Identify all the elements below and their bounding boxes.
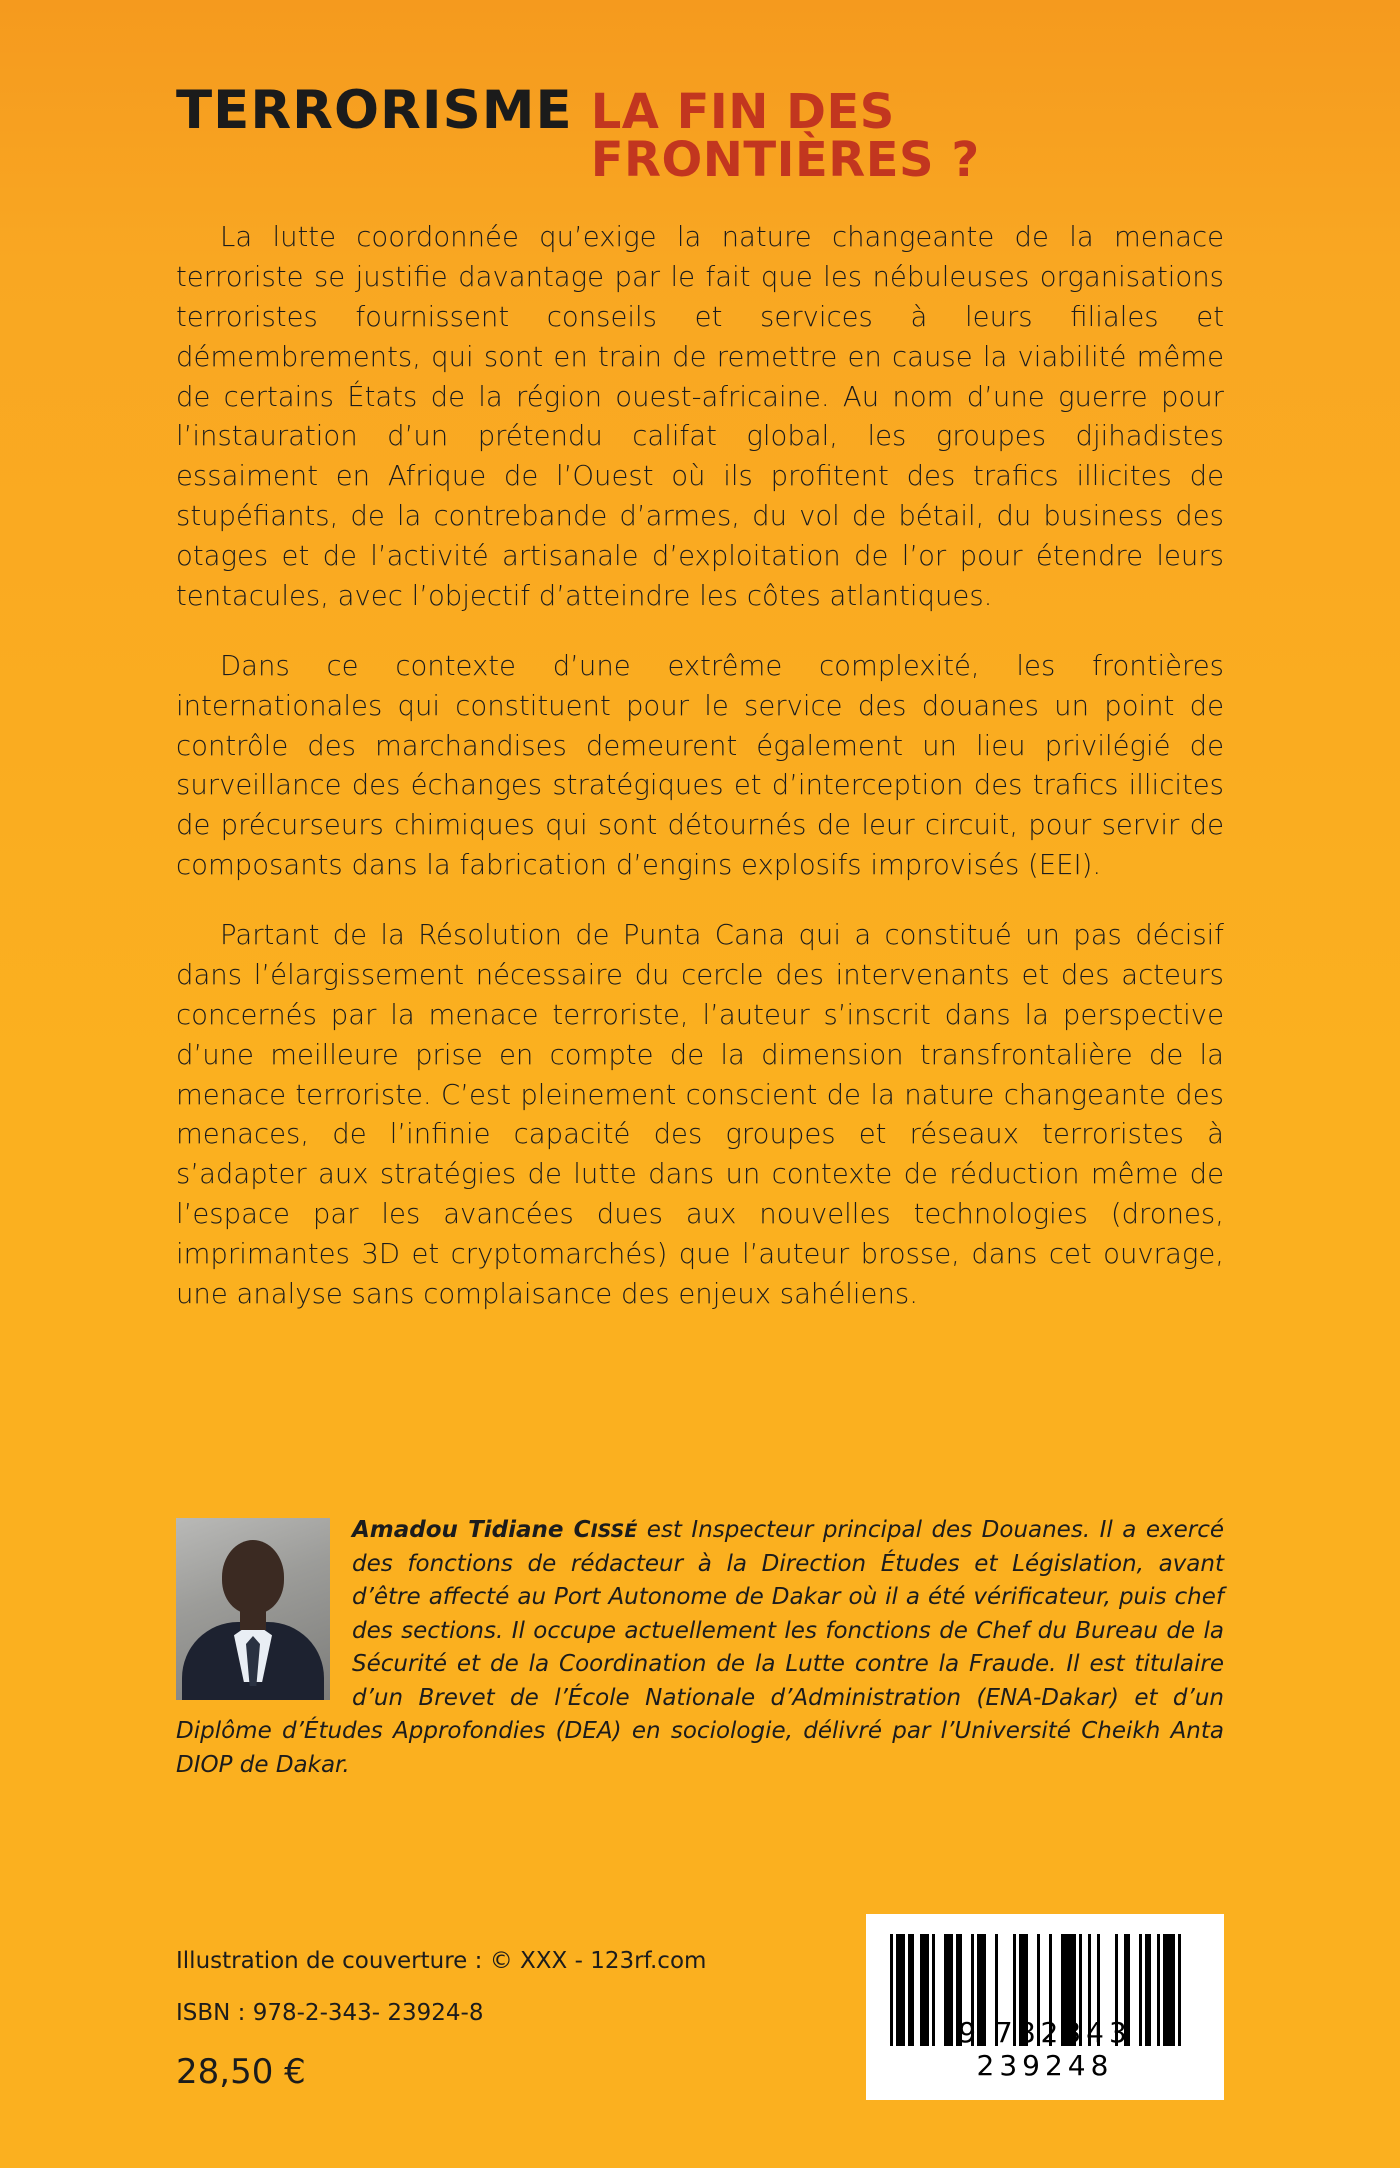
page-title [176, 80, 1224, 188]
barcode [866, 1914, 1224, 2100]
title-subtitle: LA FIN DES FRONTIÈRES ? [590, 84, 980, 188]
author-bio-text [176, 1514, 1224, 1783]
footer-left [176, 1948, 816, 2092]
author-name-smallcaps: ISSÉ [590, 1520, 638, 1542]
isbn-line: ISBN : 978-2-343- 23924-8 [176, 2000, 484, 2026]
author-bio-block [176, 1514, 1224, 1783]
barcode-digits: 9 782343 239248 [958, 2016, 1132, 2082]
body-paragraph-2: Dans ce contexte d’une extrême complexité, les frontières internationales qui constituent pour le service des douanes un point de contrôle des marchandises demeurent également un lieu privilégié de surveillance des échanges stratégiques et d’interception des trafics illicites de précurseurs chimiques qui sont détournés de leur circuit, pour servir de composants dans la fabrication d’engins explosifs improvisés (EEI). [176, 649, 1224, 882]
body-paragraph-1: La lutte coordonnée qu’exige la nature changeante de la menace terroriste se justifie davantage par le fait que les nébuleuses organisations terroristes fournissent conseils et services à leurs filiales et démembrements, qui sont en train de remettre en cause la viabilité même de certains États de la région ouest-africaine. Au nom d’une guerre pour l’instauration d’un prétendu califat global, les groupes djihadistes essaiment en Afrique de l’Ouest où ils profitent des trafics illicites de stupéfiants, de la contrebande d’armes, du vol de bétail, du business des otages et de l’activité artisanale d’exploitation de l’or pour étendre leurs tentacules, avec l’objectif d’atteindre les côtes atlantiques. [176, 221, 1224, 612]
author-name-main: Amadou Tidiane C [352, 1517, 591, 1543]
cover-credit: Illustration de couverture : © XXX - 123rf.com [176, 1948, 707, 1974]
author-photo [176, 1518, 330, 1700]
title-stencil-word: TERRORISME [176, 80, 573, 141]
author-name [352, 1517, 637, 1543]
author-bio-body: est Inspecteur principal des Douanes. Il a exercé des fonctions de rédacteur à la Direction Études et Législation, avant d’être affecté au Port Autonome de Dakar où il a été vérificateur, puis chef des sections. Il occupe actuellement les fonctions de Chef du Bureau de la Sécurité et de la Coordination de la Lutte contre la Fraude. Il est titulaire d’un Brevet de l’École Nationale d’Administration (ENA-Dakar) et d’un Diplôme d’Études Approfondies (DEA) en sociologie, délivré par l’Université Cheikh Anta DIOP de Dakar. [176, 1517, 1224, 1779]
photo-head [222, 1540, 284, 1614]
body-paragraph-3: Partant de la Résolution de Punta Cana qui a constitué un pas décisif dans l’élargissement nécessaire du cercle des intervenants et des acteurs concernés par la menace terroriste, l’auteur s’inscrit dans la perspective d’une meilleure prise en compte de la dimension transfrontalière de la menace terroriste. C’est pleinement conscient de la nature changeante des menaces, de l’infinie capacité des groupes et réseaux terroristes à s’adapter aux stratégies de lutte dans un contexte de réduction même de l’espace par les avancées dues aux nouvelles technologies (drones, imprimantes 3D et cryptomarchés) que l’auteur brosse, dans cet ouvrage, une analyse sans complaisance des enjeux sahéliens. [176, 919, 1224, 1310]
cover-content [176, 80, 1224, 1345]
price-label: 28,50 € [176, 2052, 306, 2092]
